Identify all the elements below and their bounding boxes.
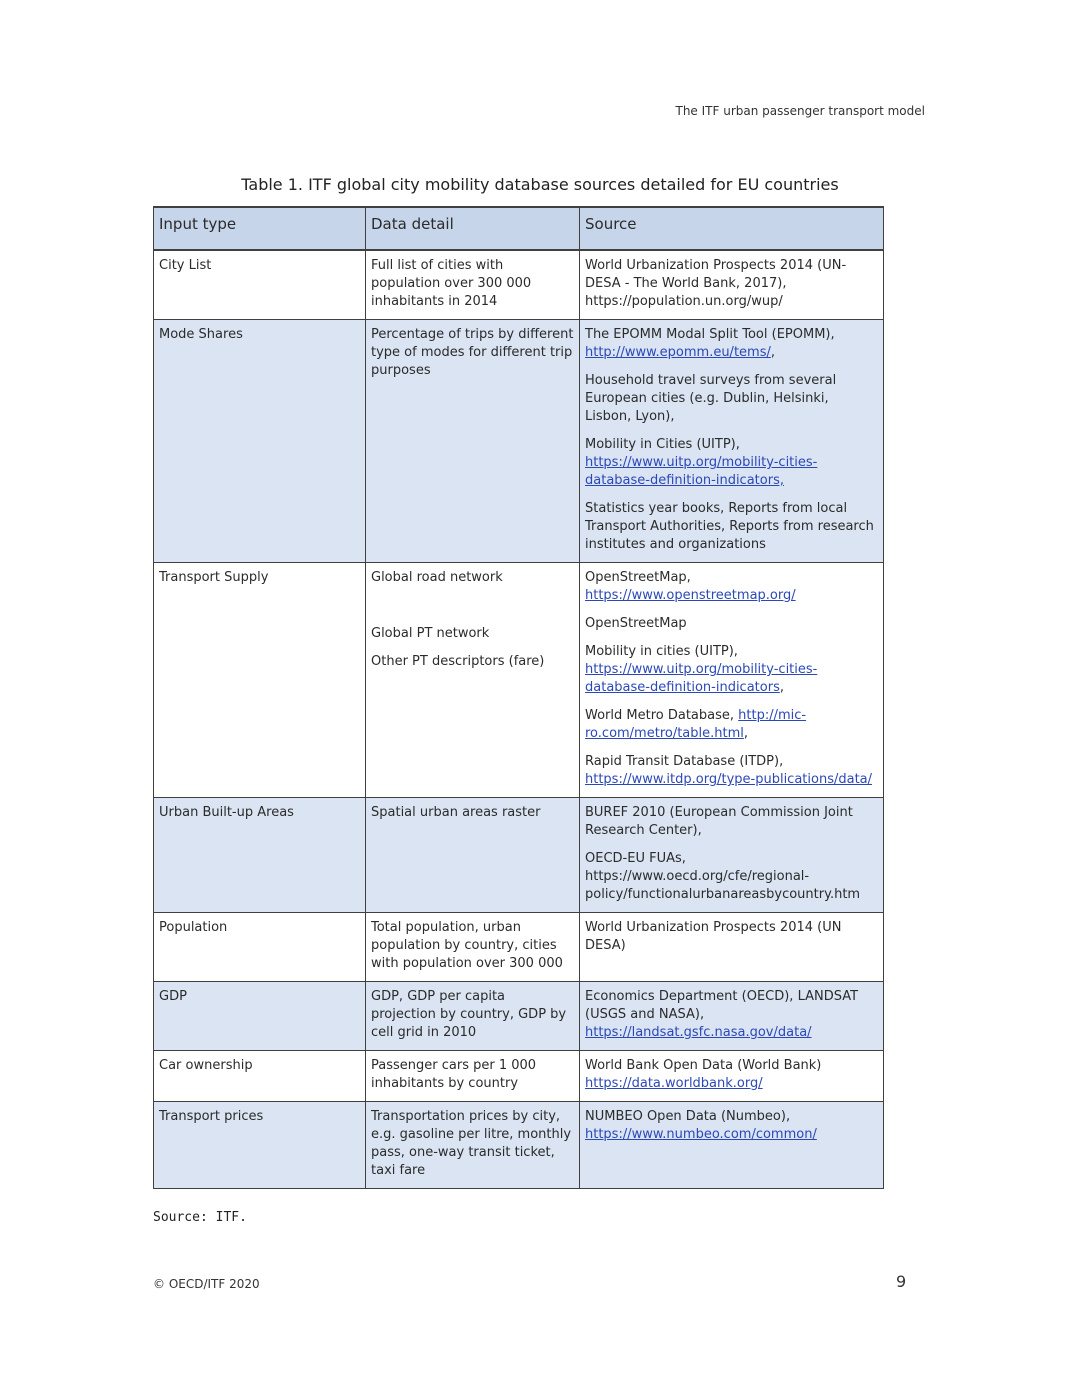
source-text: World Metro Database,: [585, 708, 735, 723]
table-row: [154, 1102, 884, 1189]
source-link[interactable]: http://mic-ro.com/metro/table.html: [585, 708, 807, 741]
cell-source: [580, 250, 884, 320]
source-text: World Bank Open Data (World Bank): [585, 1058, 822, 1073]
cell-data-detail: [366, 1051, 580, 1102]
source-entry: [585, 850, 878, 904]
source-text: The EPOMM Modal Split Tool (EPOMM),: [585, 327, 835, 342]
cell-input-type: Mode Shares: [154, 320, 366, 563]
cell-source: [580, 320, 884, 563]
cell-source: [580, 982, 884, 1051]
detail-line: Passenger cars per 1 000 inhabitants by country: [371, 1058, 537, 1091]
source-link[interactable]: http://www.epomm.eu/tems/: [585, 345, 771, 360]
table-row: [154, 320, 884, 563]
cell-input-type: Population: [154, 913, 366, 982]
source-link[interactable]: https://data.worldbank.org/: [585, 1076, 763, 1091]
source-entry: [585, 707, 878, 743]
source-entry: [585, 1057, 878, 1093]
table-caption: Table 1. ITF global city mobility database sources detailed for EU countries: [241, 175, 839, 194]
source-text: OECD-EU FUAs, https://www.oecd.org/cfe/regional-policy/functionalurbanareasbycountry.htm: [585, 851, 861, 902]
table-header-row: [154, 207, 884, 250]
source-entry: [585, 436, 878, 490]
page-number: 9: [896, 1272, 907, 1291]
detail-line: Global PT network: [371, 626, 490, 641]
cell-input-type: GDP: [154, 982, 366, 1051]
cell-source: [580, 1102, 884, 1189]
source-entry: [585, 326, 878, 362]
source-entry: [585, 919, 878, 955]
cell-data-detail: [366, 250, 580, 320]
detail-line: GDP, GDP per capita projection by country, GDP by cell grid in 2010: [371, 989, 567, 1040]
source-note: Source: ITF.: [153, 1210, 247, 1225]
cell-input-type: Transport Supply: [154, 563, 366, 798]
cell-input-type: Car ownership: [154, 1051, 366, 1102]
cell-data-detail: [366, 913, 580, 982]
running-header: The ITF urban passenger transport model: [675, 104, 925, 118]
source-text: Household travel surveys from several European cities (e.g. Dublin, Helsinki, Lisbon, Lyon),: [585, 373, 837, 424]
source-link[interactable]: https://www.itdp.org/type-publications/data/: [585, 772, 873, 787]
source-text: OpenStreetMap,: [585, 570, 691, 585]
source-link[interactable]: https://www.uitp.org/mobility-cities-database-definition-indicators: [585, 662, 818, 695]
source-entry: [585, 1108, 878, 1144]
detail-line: Other PT descriptors (fare): [371, 654, 545, 669]
detail-line: Global road network: [371, 570, 503, 585]
cell-source: [580, 913, 884, 982]
source-link[interactable]: https://www.uitp.org/mobility-cities-database-definition-indicators,: [585, 455, 818, 488]
source-text: OpenStreetMap: [585, 616, 687, 631]
source-entry: [585, 988, 878, 1042]
source-entry: [585, 500, 878, 554]
source-text: World Urbanization Prospects 2014 (UN DESA): [585, 920, 842, 953]
source-entry: [585, 615, 878, 633]
footer-copyright: © OECD/ITF 2020: [153, 1277, 260, 1291]
cell-data-detail: [366, 1102, 580, 1189]
source-entry: [585, 753, 878, 789]
source-entry: [585, 257, 878, 311]
cell-input-type: Urban Built-up Areas: [154, 798, 366, 913]
source-link[interactable]: https://www.openstreetmap.org/: [585, 588, 796, 603]
source-text: Rapid Transit Database (ITDP),: [585, 754, 784, 769]
source-entry: [585, 804, 878, 840]
source-punctuation: ,: [770, 345, 775, 360]
source-link[interactable]: https://www.numbeo.com/common/: [585, 1127, 817, 1142]
table-row: [154, 563, 884, 798]
column-header-source: Source: [580, 207, 884, 250]
cell-data-detail: [366, 982, 580, 1051]
detail-line: Percentage of trips by different type of modes for different trip purposes: [371, 327, 574, 378]
table-row: [154, 1051, 884, 1102]
detail-line: Spatial urban areas raster: [371, 805, 541, 820]
source-text: BUREF 2010 (European Commission Joint Research Center),: [585, 805, 853, 838]
detail-line: Transportation prices by city, e.g. gasoline per litre, monthly pass, one-way transit ticket, taxi fare: [371, 1109, 572, 1178]
source-text: Mobility in Cities (UITP),: [585, 437, 740, 452]
cell-source: [580, 798, 884, 913]
source-entry: [585, 569, 878, 605]
source-entry: [585, 643, 878, 697]
source-text: Mobility in cities (UITP),: [585, 644, 738, 659]
table-row: [154, 913, 884, 982]
sources-table: [153, 206, 884, 1189]
cell-input-type: Transport prices: [154, 1102, 366, 1189]
source-punctuation: ,: [743, 726, 749, 741]
source-text: NUMBEO Open Data (Numbeo),: [585, 1109, 791, 1124]
source-text: Statistics year books, Reports from local Transport Authorities, Reports from research institutes and organizations: [585, 501, 874, 552]
spacer: [371, 597, 574, 625]
detail-line: Full list of cities with population over 300 000 inhabitants in 2014: [371, 258, 532, 309]
column-header-input-type: Input type: [154, 207, 366, 250]
cell-data-detail: [366, 320, 580, 563]
table-row: [154, 798, 884, 913]
cell-input-type: City List: [154, 250, 366, 320]
source-punctuation: ,: [779, 680, 784, 695]
source-link[interactable]: https://landsat.gsfc.nasa.gov/data/: [585, 1025, 812, 1040]
cell-data-detail: [366, 563, 580, 798]
cell-data-detail: [366, 798, 580, 913]
source-entry: [585, 372, 878, 426]
cell-source: [580, 563, 884, 798]
cell-source: [580, 1051, 884, 1102]
source-text: World Urbanization Prospects 2014 (UN-DESA - The World Bank, 2017), https://population.un.org/wup/: [585, 258, 847, 309]
detail-line: Total population, urban population by country, cities with population over 300 000: [371, 920, 563, 971]
column-header-data-detail: Data detail: [366, 207, 580, 250]
table-row: [154, 982, 884, 1051]
table-row: [154, 250, 884, 320]
source-text: Economics Department (OECD), LANDSAT (USGS and NASA),: [585, 989, 859, 1022]
